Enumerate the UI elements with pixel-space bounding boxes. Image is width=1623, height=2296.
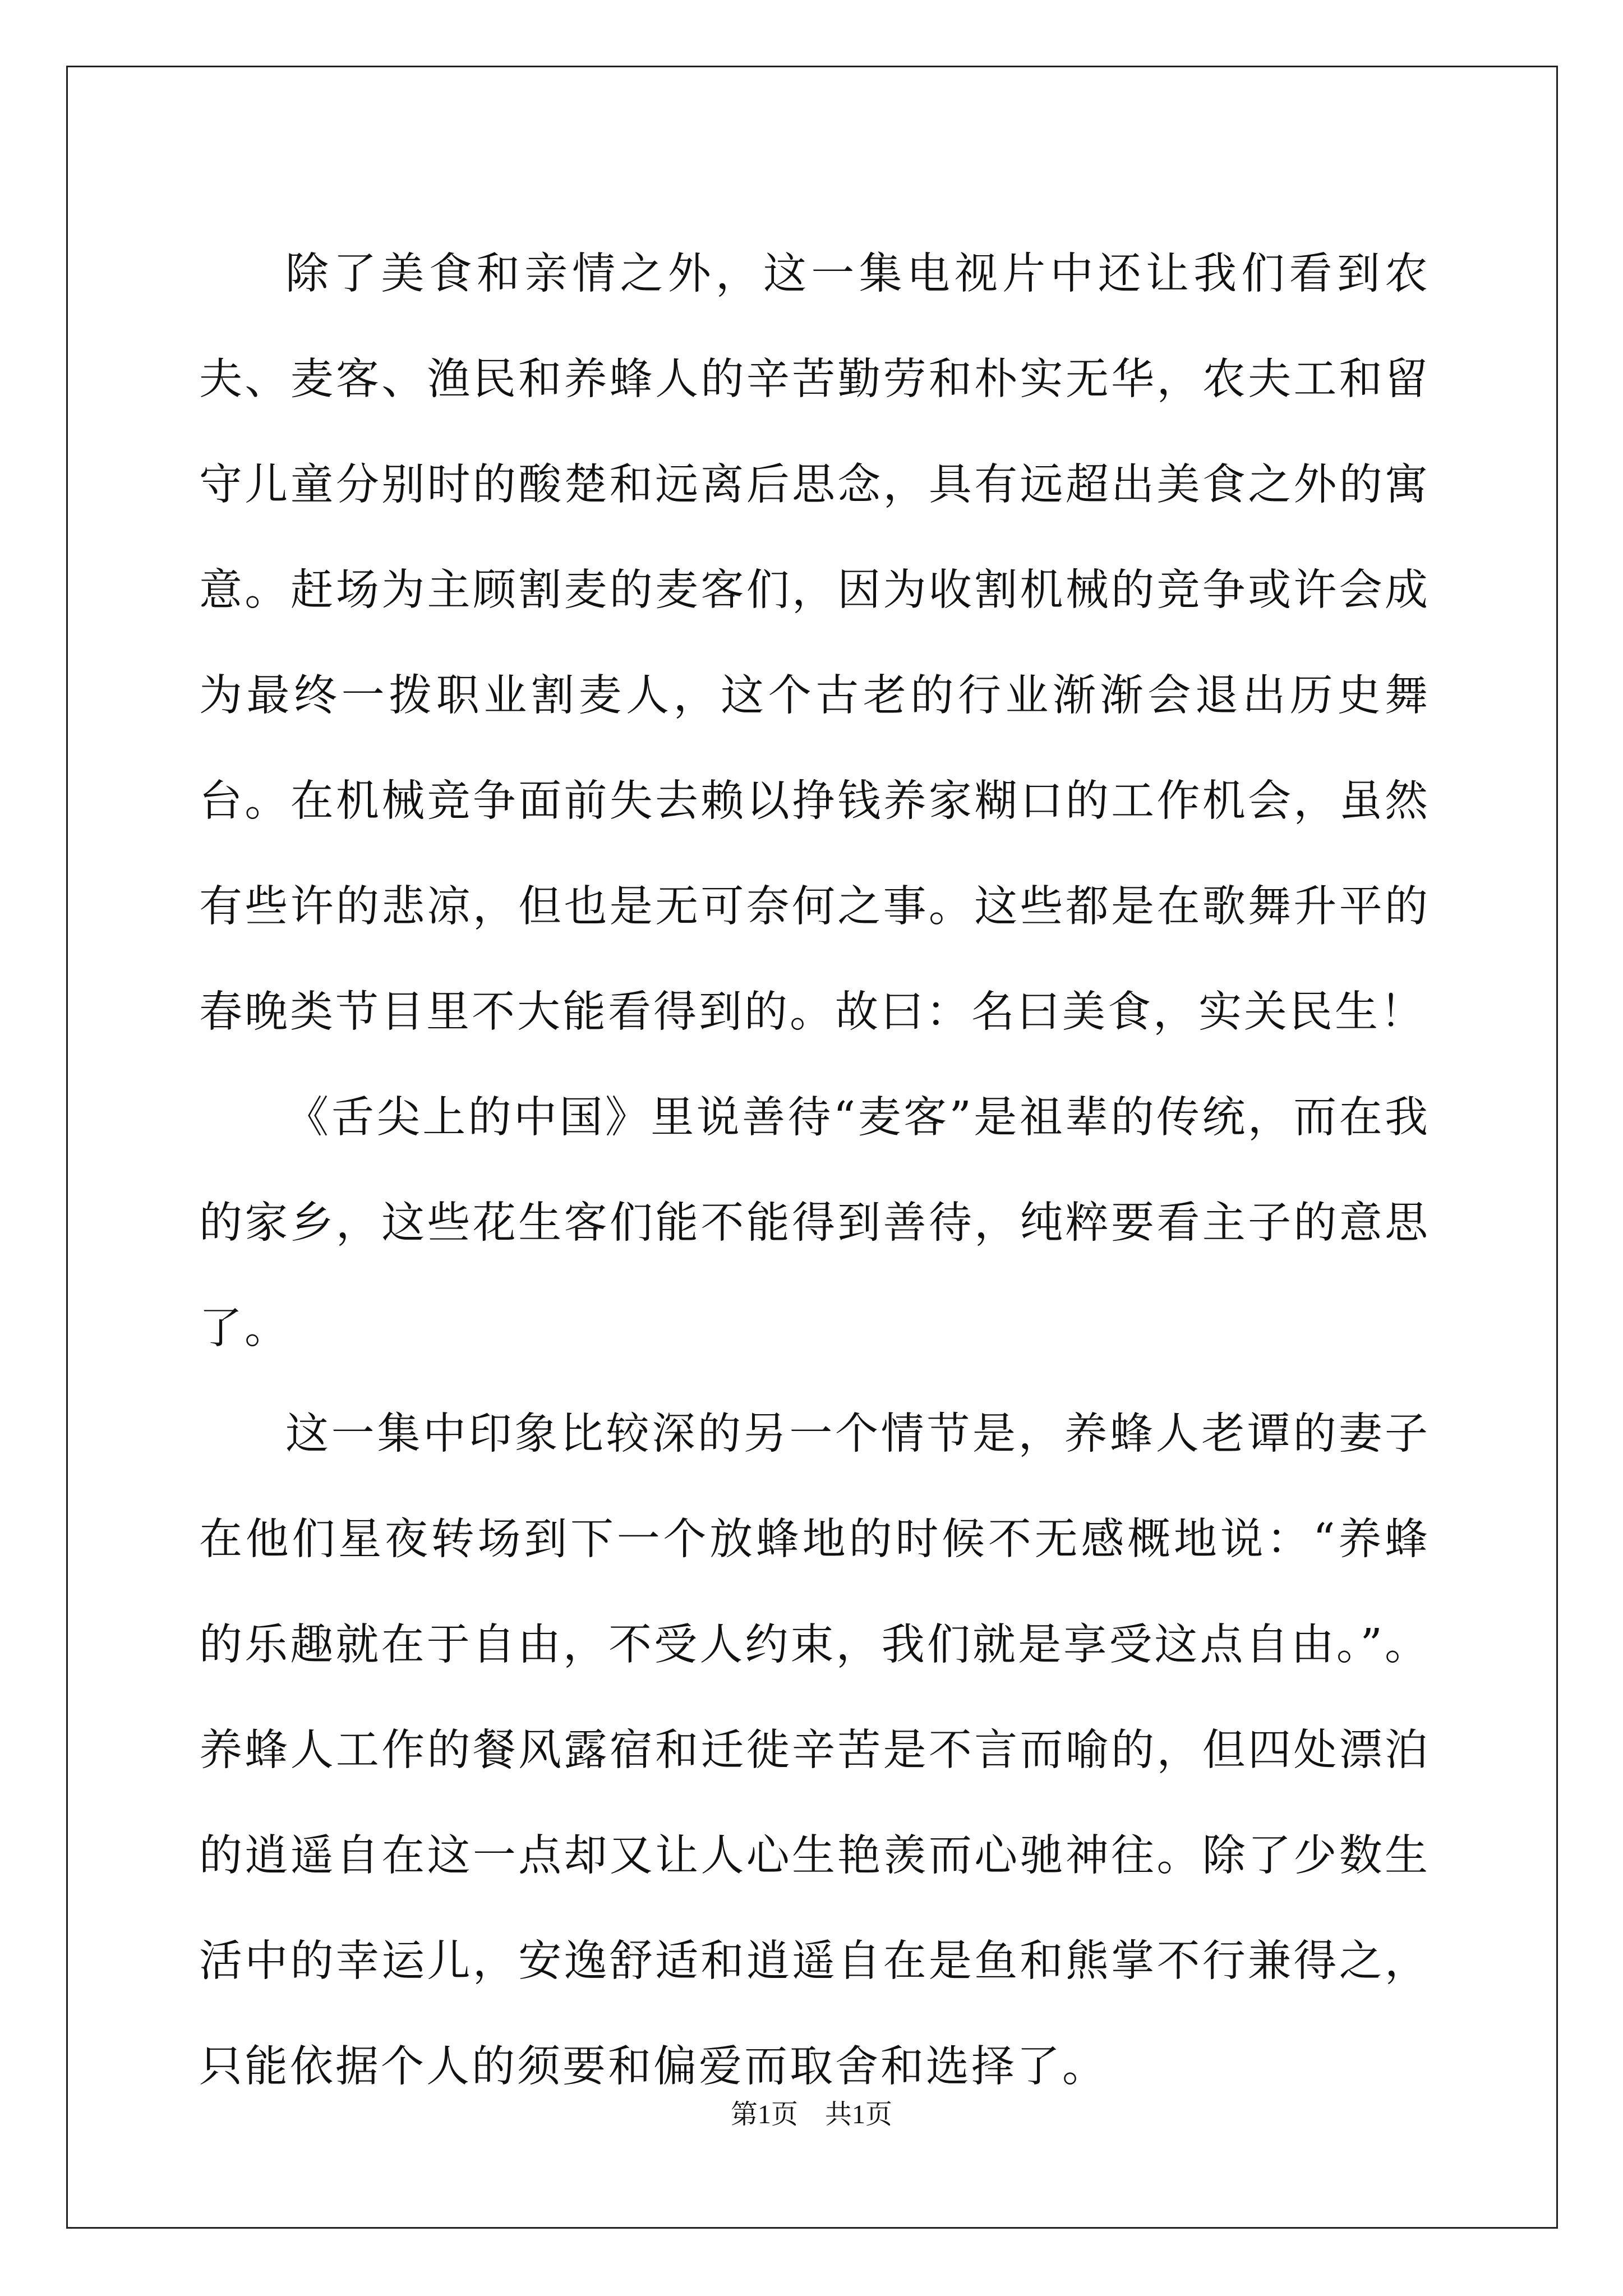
paragraph-2: 《舌尖上的中国》里说善待“麦客”是祖辈的传统，而在我的家乡，这些花生客们能不能得到善待，纯粹要看主子的意思了。	[199, 1093, 1430, 1354]
document-body	[199, 222, 1430, 2120]
paragraph-1: 除了美食和亲情之外，这一集电视片中还让我们看到农夫、麦客、渔民和养蜂人的辛苦勤劳和朴实无华，农夫工和留守儿童分别时的酸楚和远离后思念，具有远超出美食之外的寓意。赶场为主顾割麦的麦客们，因为收割机械的竞争或许会成为最终一拨职业割麦人，这个古老的行业渐渐会退出历史舞台。在机械竞争面前失去赖以挣钱养家糊口的工作机会，虽然有些许的悲凉，但也是无可奈何之事。这些都是在歌舞升平的春晚类节目里不大能看得到的。故曰：名曰美食，实关民生！	[199, 249, 1430, 1037]
page-number-footer: 第1页 共1页	[730, 2100, 892, 2129]
paragraph-3: 这一集中印象比较深的另一个情节是，养蜂人老谭的妻子在他们星夜转场到下一个放蜂地的时候不无感概地说：“养蜂的乐趣就在于自由，不受人约束，我们就是享受这点自由。”。养蜂人工作的餐风露宿和迁徙辛苦是不言而喻的，但四处漂泊的逍遥自在这一点却又让人心生艳羡而心驰神往。除了少数生活中的幸运儿，安逸舒适和逍遥自在是鱼和熊掌不行兼得之，只能依据个人的须要和偏爱而取舍和选择了。	[199, 1409, 1430, 2092]
